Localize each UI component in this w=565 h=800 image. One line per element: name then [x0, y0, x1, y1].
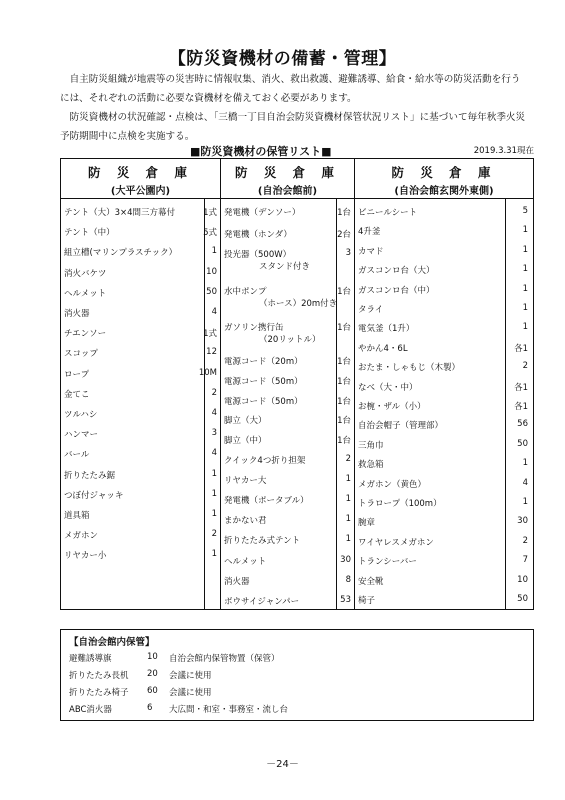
item-name: メガホン [64, 531, 99, 542]
item-quantity: 8 [345, 575, 351, 585]
item-quantity: 56 [517, 419, 528, 430]
item-quantity: 各1 [514, 382, 528, 393]
item-quantity: 1台 [337, 436, 351, 446]
item-name: ロープ [64, 369, 90, 380]
item-quantity: 1 [211, 549, 217, 560]
item-quantity: 1 [345, 474, 351, 484]
item-name: 電源コード（20m） [224, 357, 303, 367]
item-name: 組立槽(マリンプラスチック） [64, 248, 178, 259]
page-title: 【防災資機材の備蓄・管理】 [168, 49, 397, 69]
item-quantity: 1 [345, 494, 351, 504]
item-name: つぼ付ジャッキ [64, 490, 124, 501]
item-quantity: 10 [206, 266, 217, 277]
item-name: 消火器 [224, 577, 250, 587]
list-title: ■防災資機材の保管リスト■ [190, 145, 332, 158]
item-quantity: 1台 [337, 416, 351, 426]
intro-paragraph-2: 防災資機材の状況確認・点検は、「三橋一丁目自治会防災資機材保管状況リスト」に基づいて毎年秋季火災予防期間中に点検を実施する。 [60, 112, 526, 142]
column-heading: 防 災 倉 庫 [87, 165, 194, 180]
item-name: リヤカー大 [224, 476, 267, 486]
indoor-item-note: 会議に使用 [169, 688, 212, 698]
item-quantity: 1 [345, 534, 351, 544]
item-name: 消火バケツ [64, 268, 107, 279]
item-quantity: 4 [211, 448, 217, 459]
item-quantity: 4 [211, 408, 217, 418]
item-name: なべ（大・中） [358, 382, 418, 393]
item-quantity: 1台 [337, 208, 351, 218]
item-name: ワイヤレスメガホン [358, 537, 434, 548]
column-heading: 防 災 倉 庫 [391, 165, 497, 180]
column-divider [204, 199, 205, 609]
item-name: 発電機（ポータブル） [224, 496, 309, 506]
page-number: －24－ [266, 759, 299, 770]
item-quantity: 1 [522, 497, 528, 507]
indoor-item-note: 会議に使用 [169, 671, 212, 681]
item-quantity: 50 [206, 286, 217, 297]
item-name: リヤカー小 [64, 551, 107, 562]
item-name: ツルハシ [64, 410, 98, 420]
item-name: 脚立（大） [224, 416, 267, 426]
indoor-item-name: 避難誘導旗 [69, 654, 112, 664]
warehouse-column-hall-front [221, 159, 355, 609]
item-name-line2: （20リットル） [259, 335, 321, 345]
indoor-item-note: 自治会館内保管物置（保管） [169, 654, 280, 664]
item-quantity: 1式 [203, 329, 217, 340]
item-name: 発電機（デンソー） [224, 208, 301, 218]
indoor-item-note: 大広間・和室・事務室・流し台 [169, 705, 289, 715]
item-quantity: 1 [522, 303, 528, 313]
item-name: タライ [358, 305, 384, 315]
item-name: バール [64, 450, 90, 461]
column-location: (大平公園内) [110, 186, 171, 197]
item-quantity: 30 [340, 555, 351, 565]
item-quantity: 30 [517, 516, 528, 527]
item-name: 投光器（500W） [224, 250, 292, 260]
item-name: 安全靴 [358, 576, 384, 587]
column-location: (自治会館玄関外東側) [394, 186, 494, 197]
warehouse-column-hall-east [355, 159, 533, 609]
item-name: 折りたたみ式テント [224, 536, 301, 546]
item-quantity: 1 [522, 322, 528, 333]
item-name: 電源コード（50m） [224, 397, 303, 407]
item-name: ハンマー [64, 430, 99, 441]
item-name: まかない君 [224, 516, 267, 526]
item-name: テント（中） [64, 228, 115, 239]
item-quantity: 1 [211, 246, 217, 257]
item-quantity: 2 [345, 454, 351, 464]
item-quantity: 1 [211, 509, 217, 519]
item-name: 自治会帽子（管理部） [358, 421, 444, 432]
item-quantity: 50 [517, 594, 528, 604]
item-name: トランシーバー [358, 557, 417, 568]
storage-list-table [60, 158, 534, 610]
item-name: 道具箱 [64, 511, 90, 521]
indoor-item-qty: 60 [147, 686, 158, 696]
intro-paragraph-1: 自主防災組織が地震等の災害時に情報収集、消火、救出救護、避難誘導、給食・給水等の防災活動を行うには、それぞれの活動に必要な資機材を備えておく必要があります。 [60, 74, 521, 104]
item-name: メガホン（黄色） [358, 479, 427, 490]
item-quantity: 50 [517, 438, 528, 449]
item-quantity: 5式 [203, 228, 217, 239]
item-quantity: 1 [211, 468, 217, 479]
item-name: やかん4・6L [358, 343, 408, 354]
item-name-line2: （ホース）20m付き [259, 299, 338, 309]
item-quantity: 1 [211, 488, 217, 499]
item-quantity: 2 [211, 529, 217, 540]
item-quantity: 1台 [337, 287, 351, 297]
item-name: 椅子 [358, 596, 376, 606]
item-name: 消火器 [64, 309, 90, 319]
item-name: 電源コード（50m） [224, 377, 303, 387]
item-name: 発電機（ホンダ） [224, 230, 292, 240]
item-quantity: 12 [206, 347, 217, 358]
item-name: ヘルメット [224, 557, 267, 567]
indoor-item-qty: 10 [147, 652, 158, 662]
intro-text [60, 70, 530, 146]
as-of-date: 2019.3.31現在 [473, 146, 534, 156]
item-quantity: 1 [522, 458, 528, 469]
item-name: 三角巾 [358, 440, 384, 451]
column-header [355, 159, 533, 199]
item-quantity: 各1 [514, 343, 528, 354]
item-quantity: 1台 [337, 397, 351, 407]
warehouse-column-park [61, 159, 221, 609]
item-quantity: 1 [345, 514, 351, 524]
item-quantity: 1台 [337, 377, 351, 387]
column-divider [505, 199, 506, 609]
item-name: テント（大）3×4間三方幕付 [64, 208, 176, 218]
item-name: 救急箱 [358, 460, 384, 471]
item-name: 水中ポンプ [224, 287, 267, 297]
item-quantity: 1 [522, 283, 528, 294]
item-name: ガソリン携行缶 [224, 323, 284, 333]
indoor-item-qty: 20 [147, 669, 158, 679]
item-quantity: 2 [522, 361, 528, 372]
list-header [60, 143, 534, 157]
item-name: ビニールシート [358, 208, 418, 218]
indoor-heading: 【自治会館内保管】 [69, 637, 155, 648]
item-name: お椀・ザル（小） [358, 402, 426, 412]
item-quantity: 2 [211, 387, 217, 398]
item-name: 電気釜（1升） [358, 324, 415, 335]
item-quantity: 10M [198, 367, 217, 378]
item-quantity: 1台 [337, 357, 351, 367]
item-quantity: 3 [211, 428, 217, 439]
item-quantity: 1 [522, 264, 528, 275]
item-name: 金てこ [64, 389, 90, 400]
item-name: ガスコンロ台（中） [358, 285, 435, 296]
item-quantity: 4 [211, 307, 217, 317]
item-quantity: 各1 [514, 402, 528, 412]
column-location: (自治会館前) [257, 186, 318, 197]
item-name: カマド [358, 246, 384, 257]
item-name: 折りたたみ鋸 [64, 470, 116, 481]
item-quantity: 53 [340, 595, 351, 605]
item-quantity: 7 [522, 555, 528, 566]
item-name: トラロープ（100m） [358, 499, 442, 509]
column-heading: 防 災 倉 庫 [234, 165, 341, 180]
item-name-line2: スタンド付き [259, 262, 311, 272]
item-quantity: 1式 [203, 208, 217, 218]
column-header [61, 159, 220, 199]
indoor-item-name: 折りたたみ椅子 [69, 688, 129, 698]
item-name: ガスコンロ台（大） [358, 266, 435, 277]
item-quantity: 5 [522, 206, 528, 216]
item-quantity: 3 [345, 248, 351, 258]
item-name: チエンソー [64, 329, 107, 340]
item-quantity: 2 [522, 535, 528, 546]
item-name: 4升釜 [358, 227, 381, 238]
item-name: クイック4つ折り担架 [224, 456, 306, 466]
indoor-item-qty: 6 [147, 703, 153, 713]
indoor-storage-box [60, 629, 534, 721]
item-name: おたま・しゃもじ（木製） [358, 363, 461, 374]
item-name: ヘルメット [64, 288, 107, 299]
item-quantity: 4 [522, 477, 528, 488]
item-quantity: 1 [522, 244, 528, 255]
indoor-item-name: ABC消火器 [69, 705, 112, 715]
item-name: 脚立（中） [224, 436, 267, 446]
item-quantity: 1台 [337, 323, 351, 333]
column-header [221, 159, 354, 199]
indoor-item-name: 折りたたみ長机 [69, 671, 129, 681]
item-quantity: 2台 [337, 230, 351, 240]
item-name: 腕章 [358, 518, 376, 529]
item-quantity: 10 [517, 574, 528, 585]
item-name: スコップ [64, 349, 98, 360]
item-quantity: 1 [522, 225, 528, 236]
item-name: ボウサイジャンパー [224, 597, 300, 607]
